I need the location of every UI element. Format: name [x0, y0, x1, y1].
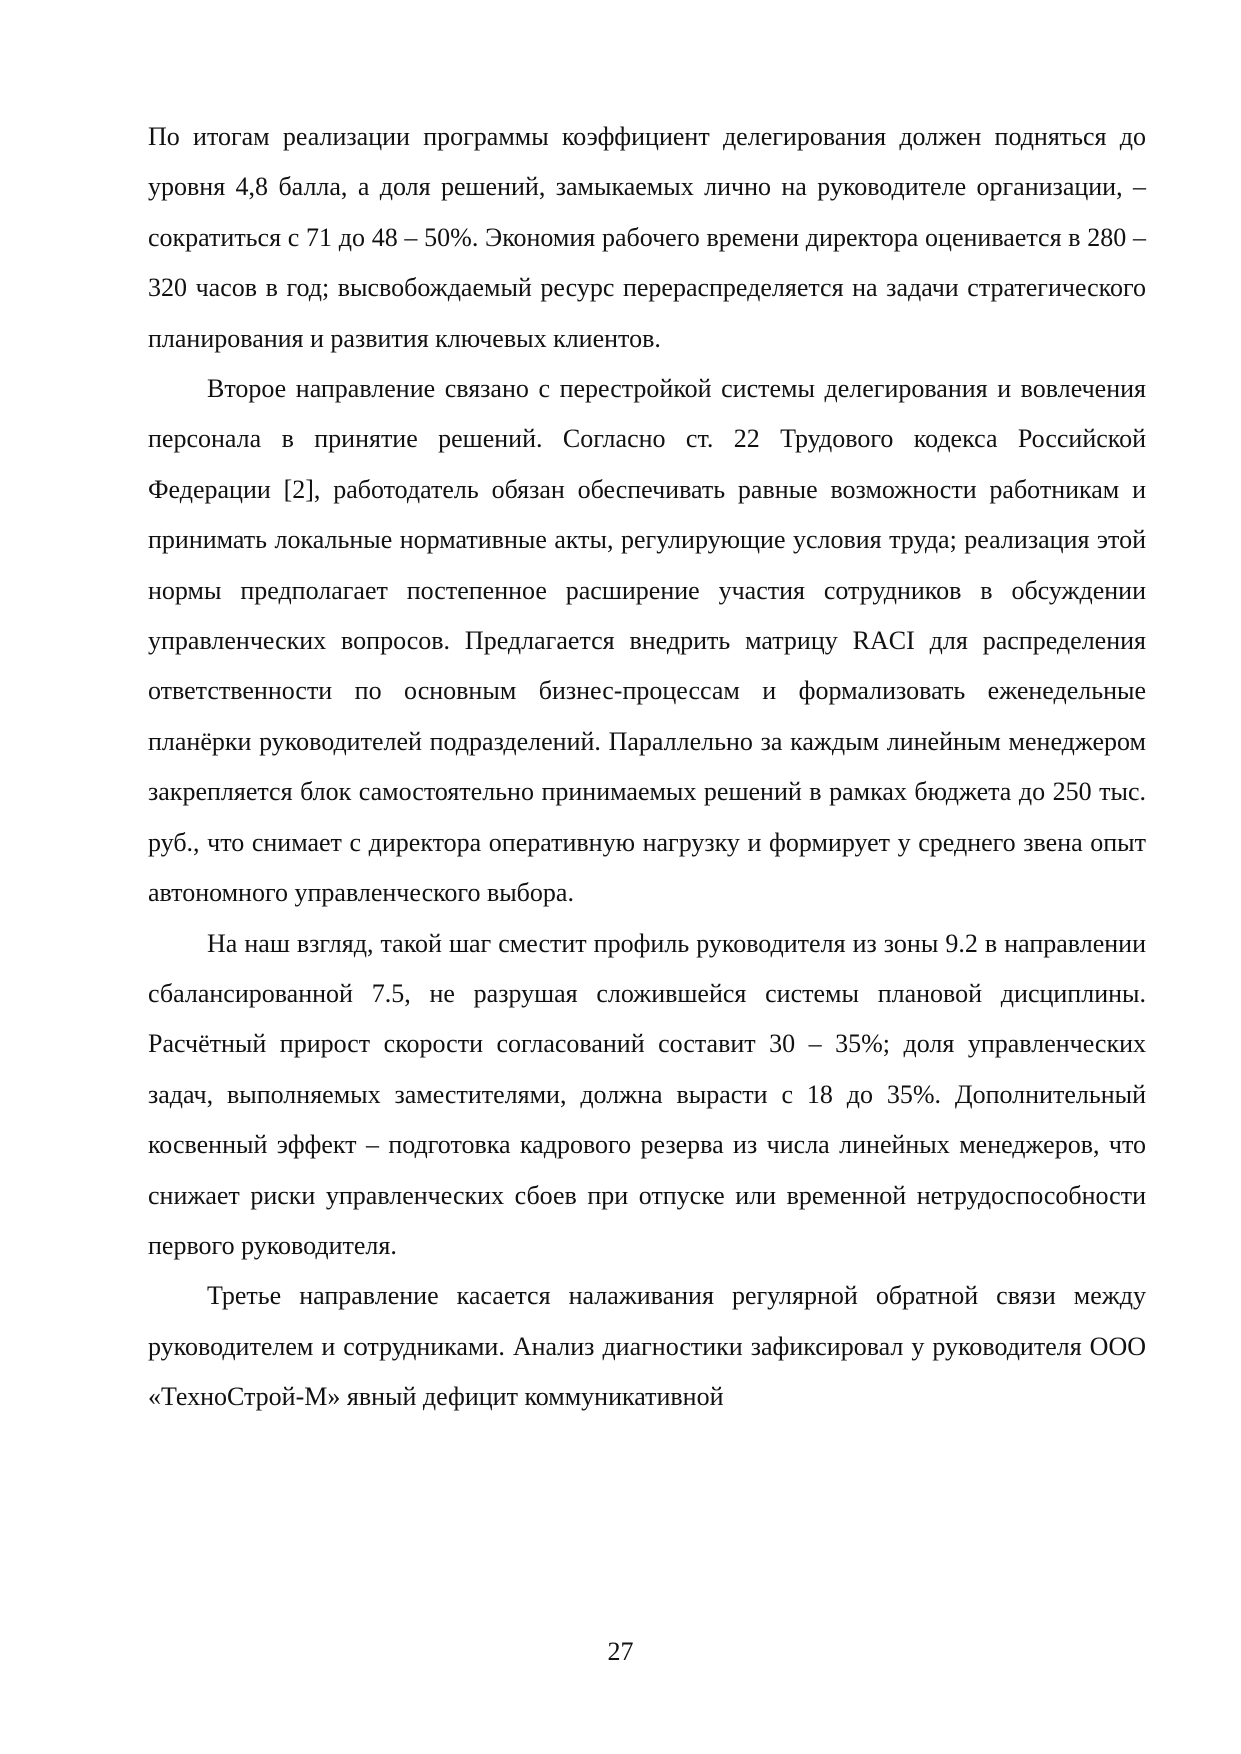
paragraph-2: Второе направление связано с перестройкой системы делегирования и вовлечения персонала в принятие решений. Согласно ст. 22 Трудового кодекса Российской Федерации [2], работодатель обязан обеспечивать равные возможности работникам и принимать локальные нормативные акты, регулирующие условия труда; реализация этой нормы предполагает постепенное расширение участия сотрудников в обсуждении управленческих вопросов. Предлагается внедрить матрицу RACI для распределения ответственности по основным бизнес-процессам и формализовать еженедельные планёрки руководителей подразделений. Параллельно за каждым линейным менеджером закрепляется блок самостоятельно принимаемых решений в рамках бюджета до 250 тыс. руб., что снимает с директора оперативную нагрузку и формирует у среднего звена опыт автономного управленческого выбора.	[148, 374, 1146, 908]
paragraph-4: Третье направление касается налаживания регулярной обратной связи между руководителем и сотрудниками. Анализ диагностики зафиксировал у руководителя ООО «ТехноСтрой-М» явный дефицит коммуникативной	[148, 1281, 1146, 1412]
page-number: 27	[607, 1637, 634, 1666]
document-body	[148, 112, 1146, 1423]
paragraph-1: По итогам реализации программы коэффициент делегирования должен подняться до уровня 4,8 балла, а доля решений, замыкаемых лично на руководителе организации, – сократиться с 71 до 48 – 50%. Экономия рабочего времени директора оценивается в 280 – 320 часов в год; высвобождаемый ресурс перераспределяется на задачи стратегического планирования и развития ключевых клиентов.	[148, 122, 1146, 353]
paragraph-3: На наш взгляд, такой шаг сместит профиль руководителя из зоны 9.2 в направлении сбалансированной 7.5, не разрушая сложившейся системы плановой дисциплины. Расчётный прирост скорости согласований составит 30 – 35%; доля управленческих задач, выполняемых заместителями, должна вырасти с 18 до 35%. Дополнительный косвенный эффект – подготовка кадрового резерва из числа линейных менеджеров, что снижает риски управленческих сбоев при отпуске или временной нетрудоспособности первого руководителя.	[148, 928, 1146, 1260]
